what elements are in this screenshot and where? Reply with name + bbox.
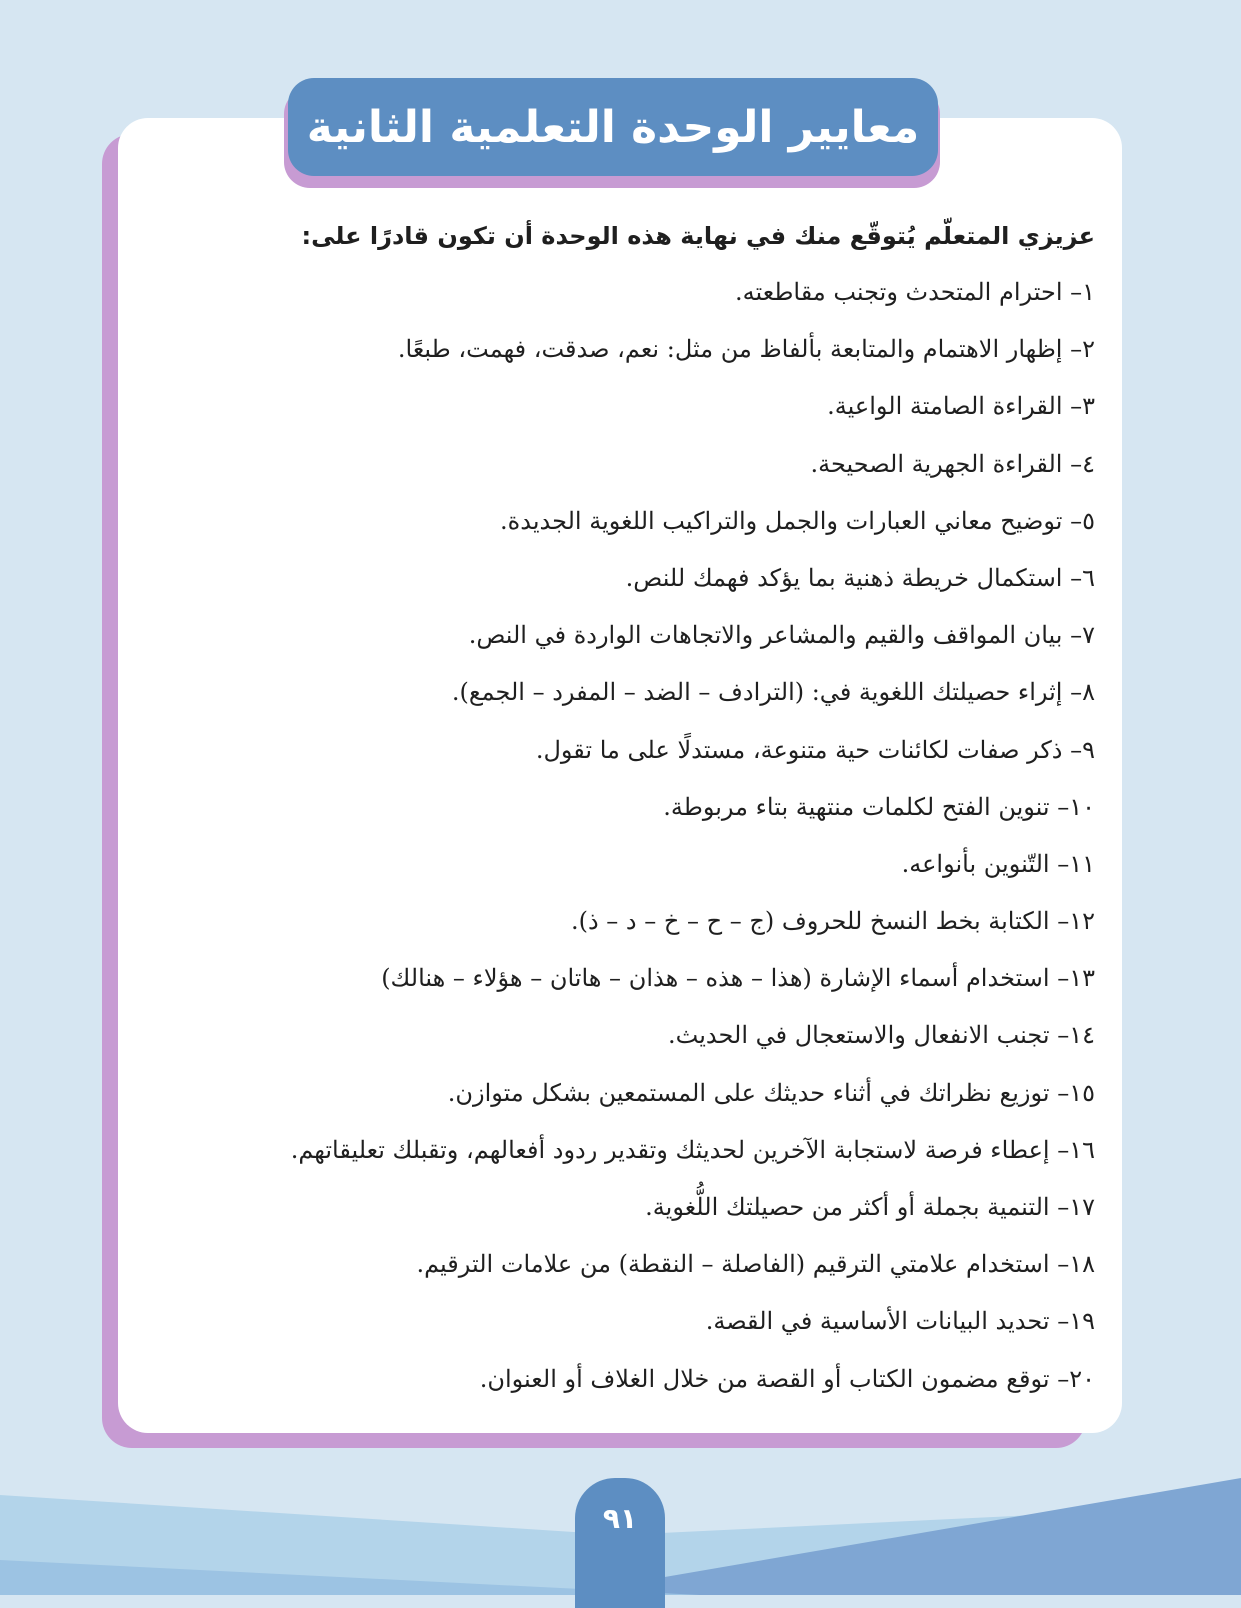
list-item: ١٢– الكتابة بخط النسخ للحروف (ج – ح – خ – د – ذ). [570,907,1095,936]
standards-content [160,208,1095,1408]
list-item: ٢٠– توقع مضمون الكتاب أو القصة من خلال الغلاف أو العنوان. [479,1364,1095,1393]
list-item: ١٨– استخدام علامتي الترقيم (الفاصلة – النقطة) من علامات الترقيم. [416,1250,1095,1279]
list-item: ١٧– التنمية بجملة أو أكثر من حصيلتك اللُّغوية. [645,1193,1095,1221]
list-item: ١٦– إعطاء فرصة لاستجابة الآخرين لحديثك وتقدير ردود أفعالهم، وتقبلك تعليقاتهم. [290,1135,1095,1164]
list-item: ٤– القراءة الجهرية الصحيحة. [810,449,1095,478]
list-item: ١٠– تنوين الفتح لكلمات منتهية بتاء مربوطة. [663,792,1095,821]
page-number: ٩١ [602,1502,638,1535]
list-item: ٣– القراءة الصامتة الواعية. [827,392,1095,421]
list-item: ٥– توضيح معاني العبارات والجمل والتراكيب اللغوية الجديدة. [500,506,1095,535]
list-item: ٨– إثراء حصيلتك اللغوية في: (الترادف – الضد – المفرد – الجمع). [451,678,1095,707]
list-item: ٢– إظهار الاهتمام والمتابعة بألفاظ من مثل: نعم، صدقت، فهمت، طبعًا. [397,335,1095,364]
intro-text: عزيزي المتعلّم يُتوقّع منك في نهاية هذه الوحدة أن تكون قادرًا على: [301,222,1095,250]
list-item: ٩– ذكر صفات لكائنات حية متنوعة، مستدلًا على ما تقول. [535,735,1095,764]
list-item: ١٩– تحديد البيانات الأساسية في القصة. [705,1307,1095,1336]
page-title: معايير الوحدة التعلمية الثانية [306,101,920,153]
list-item: ١٣– استخدام أسماء الإشارة (هذا – هذه – هذان – هاتان – هؤلاء – هنالك) [381,964,1095,993]
title-banner [288,78,938,176]
list-item: ٦– استكمال خريطة ذهنية بما يؤكد فهمك للنص. [625,563,1095,592]
list-item: ١١– التّنوين بأنواعه. [901,849,1095,878]
list-item: ١٤– تجنب الانفعال والاستعجال في الحديث. [668,1021,1095,1050]
list-item: ٧– بيان المواقف والقيم والمشاعر والاتجاهات الواردة في النص. [468,621,1095,650]
list-item: ١٥– توزيع نظراتك في أثناء حديثك على المستمعين بشكل متوازن. [447,1078,1095,1107]
standards-list [160,264,1095,1408]
list-item: ١– احترام المتحدث وتجنب مقاطعته. [735,278,1095,306]
page-number-tab [575,1478,665,1608]
